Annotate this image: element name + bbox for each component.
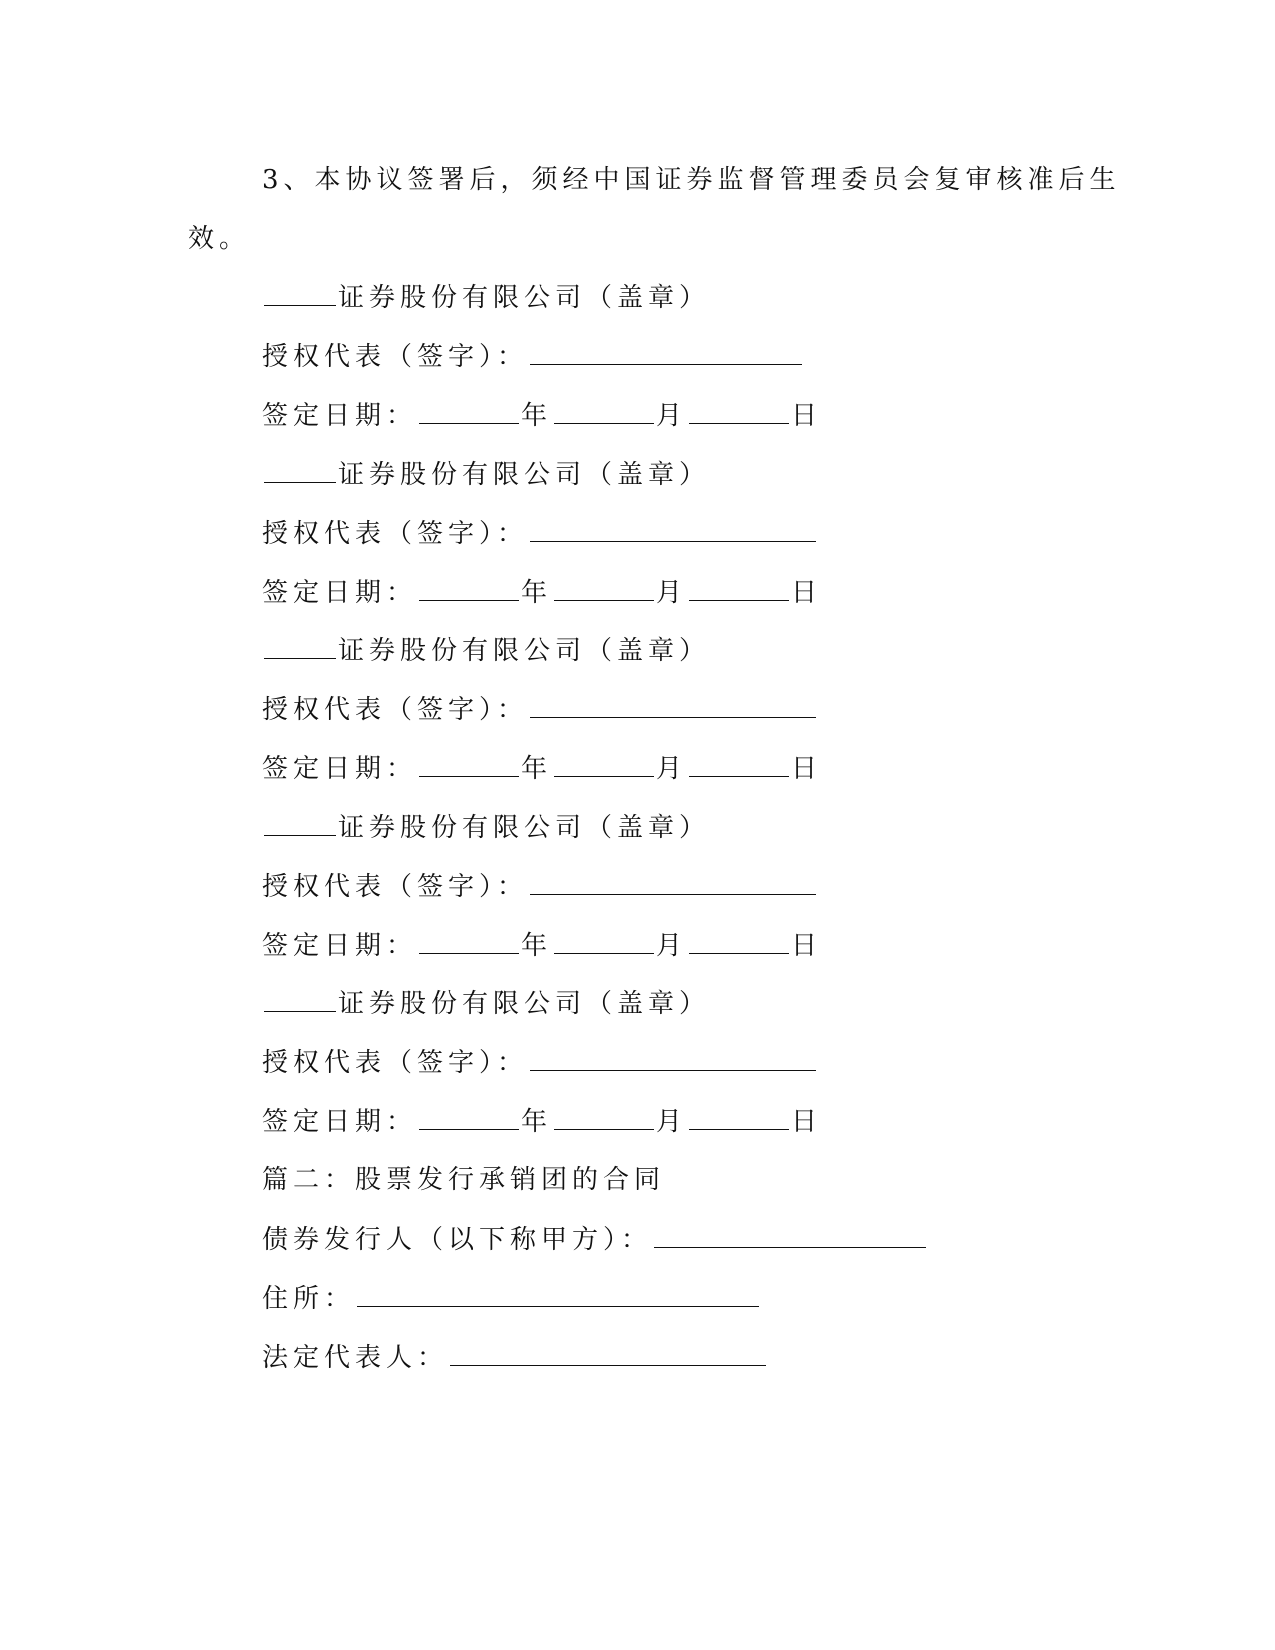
sign-date-label: 签定日期： bbox=[262, 401, 418, 431]
authorized-rep-label: 授权代表（签字）： bbox=[262, 695, 529, 725]
day-blank[interactable] bbox=[689, 574, 789, 601]
authorized-rep-label: 授权代表（签字）： bbox=[262, 342, 529, 372]
authorized-rep-line bbox=[262, 515, 818, 551]
year-label: 年 bbox=[521, 754, 553, 784]
company-seal-label: 证券股份有限公司（盖章） bbox=[338, 636, 711, 666]
day-blank[interactable] bbox=[689, 1103, 789, 1130]
signature-blank[interactable] bbox=[530, 1044, 816, 1071]
month-blank[interactable] bbox=[554, 750, 654, 777]
year-blank[interactable] bbox=[419, 1103, 519, 1130]
signature-blank[interactable] bbox=[530, 868, 816, 895]
day-blank[interactable] bbox=[689, 750, 789, 777]
day-label: 日 bbox=[791, 931, 823, 961]
clause-3-line-1 bbox=[262, 162, 1121, 198]
year-blank[interactable] bbox=[419, 397, 519, 424]
day-blank[interactable] bbox=[689, 397, 789, 424]
authorized-rep-line bbox=[262, 868, 818, 904]
year-blank[interactable] bbox=[419, 927, 519, 954]
signature-blank[interactable] bbox=[530, 338, 802, 365]
authorized-rep-label: 授权代表（签字）： bbox=[262, 872, 529, 902]
address-blank[interactable] bbox=[357, 1280, 759, 1307]
month-label: 月 bbox=[656, 401, 688, 431]
sign-date-line bbox=[262, 927, 822, 963]
day-label: 日 bbox=[791, 754, 823, 784]
month-blank[interactable] bbox=[554, 397, 654, 424]
issuer-blank[interactable] bbox=[654, 1221, 926, 1248]
company-seal-line bbox=[262, 809, 710, 845]
year-blank[interactable] bbox=[419, 574, 519, 601]
signature-blank[interactable] bbox=[530, 515, 816, 542]
sign-date-label: 签定日期： bbox=[262, 931, 418, 961]
year-label: 年 bbox=[521, 1107, 553, 1137]
clause-3-continuation: 效。 bbox=[188, 224, 251, 254]
company-seal-label: 证券股份有限公司（盖章） bbox=[338, 460, 711, 490]
day-label: 日 bbox=[791, 1107, 823, 1137]
company-name-blank[interactable] bbox=[264, 632, 336, 659]
sign-date-line bbox=[262, 750, 822, 786]
sign-date-label: 签定日期： bbox=[262, 578, 418, 608]
company-name-blank[interactable] bbox=[264, 985, 336, 1012]
authorized-rep-line bbox=[262, 691, 818, 727]
company-seal-line bbox=[262, 985, 710, 1021]
year-label: 年 bbox=[521, 931, 553, 961]
legal-rep-blank[interactable] bbox=[450, 1339, 766, 1366]
company-seal-line bbox=[262, 632, 710, 668]
company-name-blank[interactable] bbox=[264, 279, 336, 306]
month-label: 月 bbox=[656, 1107, 688, 1137]
authorized-rep-line bbox=[262, 1044, 818, 1080]
company-seal-label: 证券股份有限公司（盖章） bbox=[338, 283, 711, 313]
sign-date-label: 签定日期： bbox=[262, 1107, 418, 1137]
month-label: 月 bbox=[656, 754, 688, 784]
day-blank[interactable] bbox=[689, 927, 789, 954]
company-seal-label: 证券股份有限公司（盖章） bbox=[338, 813, 711, 843]
clause-3-line-2 bbox=[188, 221, 250, 257]
clause-3-text: 3、本协议签署后，须经中国证券监督管理委员会复审核准后生 bbox=[262, 165, 1121, 195]
company-name-blank[interactable] bbox=[264, 456, 336, 483]
company-seal-line bbox=[262, 456, 710, 492]
legal-rep-line bbox=[262, 1339, 768, 1375]
sign-date-line bbox=[262, 397, 822, 433]
year-label: 年 bbox=[521, 401, 553, 431]
month-label: 月 bbox=[656, 931, 688, 961]
company-name-blank[interactable] bbox=[264, 809, 336, 836]
year-blank[interactable] bbox=[419, 750, 519, 777]
year-label: 年 bbox=[521, 578, 553, 608]
authorized-rep-label: 授权代表（签字）： bbox=[262, 519, 529, 549]
company-seal-line bbox=[262, 279, 710, 315]
legal-rep-label: 法定代表人： bbox=[262, 1343, 449, 1373]
month-blank[interactable] bbox=[554, 927, 654, 954]
authorized-rep-line bbox=[262, 338, 804, 374]
sign-date-line bbox=[262, 574, 822, 610]
address-line bbox=[262, 1280, 761, 1316]
issuer-line bbox=[262, 1221, 928, 1257]
section-2-title-line bbox=[262, 1162, 665, 1198]
address-label: 住所： bbox=[262, 1284, 356, 1314]
company-seal-label: 证券股份有限公司（盖章） bbox=[338, 989, 711, 1019]
month-label: 月 bbox=[656, 578, 688, 608]
sign-date-label: 签定日期： bbox=[262, 754, 418, 784]
authorized-rep-label: 授权代表（签字）： bbox=[262, 1048, 529, 1078]
issuer-label: 债券发行人（以下称甲方）： bbox=[262, 1225, 653, 1255]
section-2-title: 篇二：股票发行承销团的合同 bbox=[262, 1165, 666, 1195]
signature-blank[interactable] bbox=[530, 691, 816, 718]
month-blank[interactable] bbox=[554, 1103, 654, 1130]
day-label: 日 bbox=[791, 401, 823, 431]
sign-date-line bbox=[262, 1103, 822, 1139]
day-label: 日 bbox=[791, 578, 823, 608]
month-blank[interactable] bbox=[554, 574, 654, 601]
